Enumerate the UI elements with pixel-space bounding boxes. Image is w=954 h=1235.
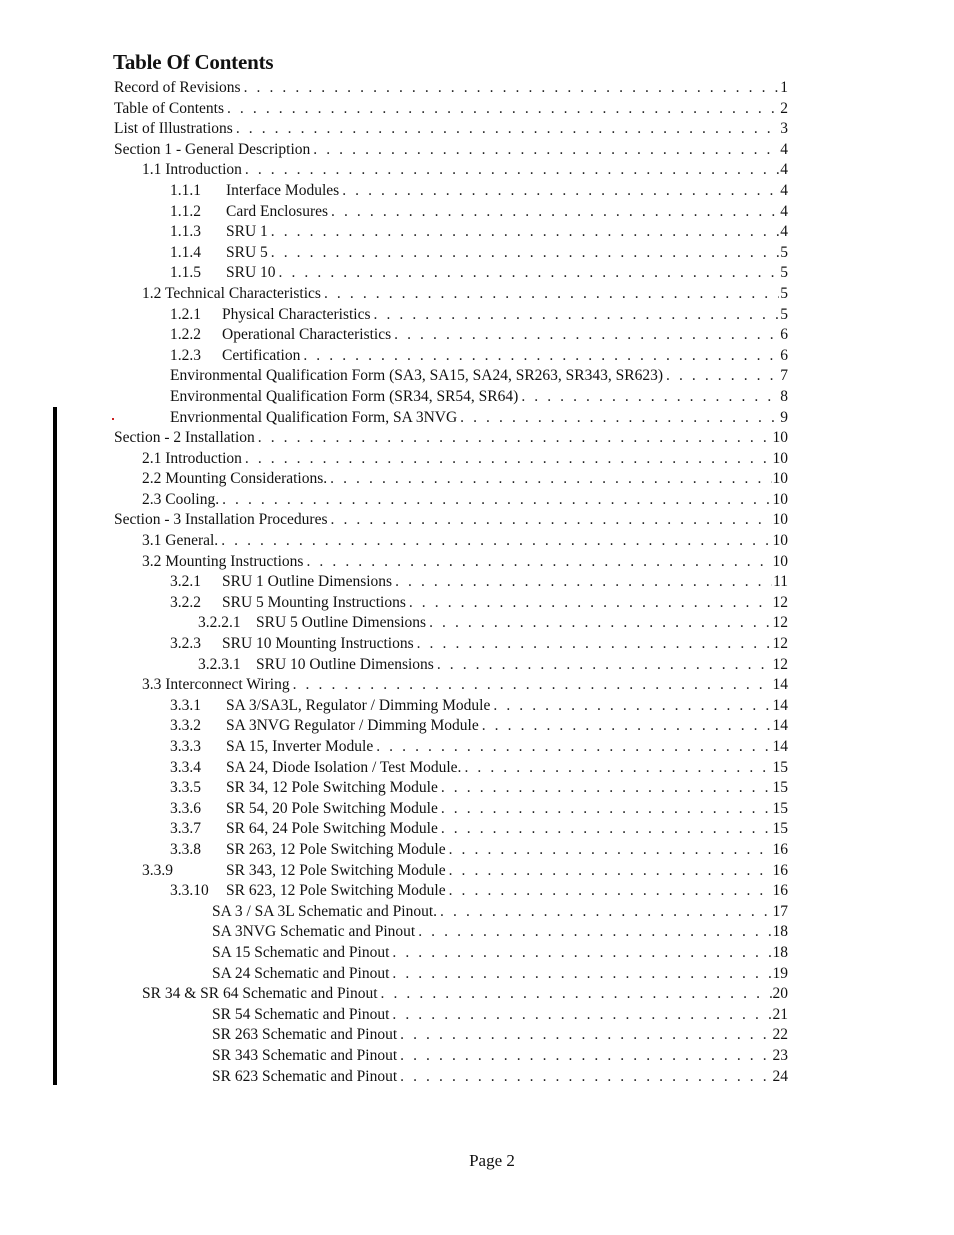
toc-entry-page: 14 xyxy=(772,675,789,696)
toc-entry-text: SR 54 Schematic and Pinout xyxy=(212,1005,390,1023)
toc-entry-text: SA 3NVG Regulator / Dimming Module xyxy=(226,717,479,735)
toc-entry[interactable] xyxy=(114,78,788,99)
toc-entry-number: 3.3.3 xyxy=(170,738,201,755)
toc-entry-text: Certification xyxy=(222,346,301,364)
toc-entry-number: 3.3.2 xyxy=(170,717,201,735)
toc-entry-label xyxy=(212,902,440,923)
toc-entry-text: Environmental Qualification Form (SA3, SA15, SA24, SR263, SR343, SR623) xyxy=(170,367,663,385)
toc-entry-label xyxy=(170,181,342,202)
toc-entry-text: Section - 2 Installation xyxy=(114,429,255,447)
dot-leader xyxy=(374,305,780,326)
toc-entry[interactable] xyxy=(114,408,788,429)
toc-entry-label xyxy=(170,346,303,367)
toc-entry-text: Operational Characteristics xyxy=(222,326,392,344)
toc-entry-text: SR 34 & SR 64 Schematic and Pinout xyxy=(142,985,378,1003)
dot-leader xyxy=(392,964,771,985)
toc-entry[interactable] xyxy=(114,902,788,923)
toc-entry-page: 5 xyxy=(779,305,788,326)
toc-entry-page: 7 xyxy=(779,366,788,387)
dot-leader xyxy=(313,140,779,161)
dot-leader xyxy=(418,922,771,943)
toc-entry-number: 1.2.2 xyxy=(170,326,201,344)
toc-entry-label xyxy=(142,284,324,305)
toc-entry-label xyxy=(170,325,394,346)
toc-entry-label xyxy=(170,593,409,614)
toc-entry-number: 3.3.5 xyxy=(170,779,201,797)
toc-entry-page: 5 xyxy=(779,263,788,284)
toc-entry-label xyxy=(170,799,441,820)
toc-entry-page: 10 xyxy=(772,428,789,449)
toc-entry-text: 3.1 General. xyxy=(142,532,219,550)
toc-entry-label xyxy=(170,243,271,264)
toc-entry[interactable] xyxy=(114,284,788,305)
toc-entry[interactable] xyxy=(114,758,788,779)
dot-leader xyxy=(227,99,779,120)
toc-entry-page: 3 xyxy=(779,119,788,140)
toc-entry-text: 3.2 Mounting Instructions xyxy=(142,552,304,570)
toc-entry[interactable] xyxy=(114,634,788,655)
dot-leader xyxy=(271,222,779,243)
toc-entry-text: 3.3 Interconnect Wiring xyxy=(142,676,290,694)
toc-entry-number: 1.1.3 xyxy=(170,223,201,241)
toc-entry-page: 2 xyxy=(779,99,788,120)
toc-entry[interactable] xyxy=(114,613,788,634)
toc-entry-text: 2.1 Introduction xyxy=(142,449,242,467)
page-number: Page 2 xyxy=(469,1151,515,1170)
toc-entry-page: 23 xyxy=(772,1046,789,1067)
dot-leader xyxy=(392,943,771,964)
toc-entry-page: 8 xyxy=(779,387,788,408)
toc-entry-page: 12 xyxy=(772,613,789,634)
toc-entry-label xyxy=(212,1046,400,1067)
toc-entry-label xyxy=(170,408,460,429)
toc-entry-label xyxy=(114,510,331,531)
toc-entry[interactable] xyxy=(114,984,788,1005)
toc-entry-number: 3.2.2 xyxy=(170,593,201,611)
toc-entry[interactable] xyxy=(114,469,788,490)
toc-entry-text: 1.2 Technical Characteristics xyxy=(142,284,321,302)
toc-entry-number: 3.2.3 xyxy=(170,635,201,653)
dot-leader xyxy=(331,510,772,531)
toc-entry-label xyxy=(170,716,482,737)
toc-entry[interactable] xyxy=(114,243,788,264)
toc-entry[interactable] xyxy=(114,778,788,799)
toc-entry-page: 12 xyxy=(772,634,789,655)
toc-entry-label xyxy=(212,1067,400,1088)
toc-entry[interactable] xyxy=(114,531,788,552)
toc-entry[interactable] xyxy=(114,552,788,573)
toc-entry-label xyxy=(142,861,449,882)
toc-entry[interactable] xyxy=(114,222,788,243)
dot-leader xyxy=(221,531,771,552)
toc-entry-text: SRU 1 xyxy=(226,223,268,241)
toc-entry-label xyxy=(142,984,381,1005)
toc-entry-label xyxy=(170,840,449,861)
toc-entry[interactable] xyxy=(114,799,788,820)
dot-leader xyxy=(400,1025,771,1046)
toc-entry-number: 3.3.8 xyxy=(170,840,201,858)
dot-leader xyxy=(271,243,779,264)
toc-entry[interactable] xyxy=(114,181,788,202)
toc-entry[interactable] xyxy=(114,325,788,346)
dot-leader xyxy=(376,737,771,758)
toc-entry[interactable] xyxy=(114,346,788,367)
toc-entry-label xyxy=(170,572,395,593)
toc-entry-text: SR 623, 12 Pole Switching Module xyxy=(226,882,446,900)
toc-entry-text: 2.2 Mounting Considerations. xyxy=(142,470,328,488)
toc-entry-text: Envrionmental Qualification Form, SA 3NVG xyxy=(170,408,458,426)
toc-entry-label xyxy=(114,78,244,99)
dot-leader xyxy=(279,263,780,284)
dot-leader xyxy=(441,778,772,799)
toc-entry-page: 4 xyxy=(779,202,788,223)
toc-entry[interactable] xyxy=(114,675,788,696)
toc-entry-page: 5 xyxy=(779,243,788,264)
toc-entry-label xyxy=(170,222,271,243)
toc-entry[interactable] xyxy=(114,881,788,902)
toc-entry-number: 3.3.1 xyxy=(170,696,201,714)
toc-entry-label xyxy=(170,387,521,408)
dot-leader xyxy=(324,284,779,305)
toc-entry-number: 1.1.1 xyxy=(170,181,201,199)
toc-entry-text: Physical Characteristics xyxy=(222,305,371,323)
toc-entry[interactable] xyxy=(114,119,788,140)
toc-entry-text: SA 24 Schematic and Pinout xyxy=(212,964,390,982)
toc-entry-text: SRU 1 Outline Dimensions xyxy=(222,573,393,591)
toc-entry-page: 6 xyxy=(779,325,788,346)
toc-entry-text: Section - 3 Installation Procedures xyxy=(114,511,328,529)
toc-entry[interactable] xyxy=(114,737,788,758)
toc-entry-page: 10 xyxy=(772,469,789,490)
toc-entry-label xyxy=(142,160,245,181)
dot-leader xyxy=(400,1067,771,1088)
toc-entry-page: 12 xyxy=(772,593,789,614)
toc-entry-number: 1.1.5 xyxy=(170,264,201,282)
toc-entry-text: SA 24, Diode Isolation / Test Module. xyxy=(226,758,462,776)
toc-entry-text: SA 3NVG Schematic and Pinout xyxy=(212,923,416,941)
dot-leader xyxy=(244,78,780,99)
toc-entry-text: SA 3/SA3L, Regulator / Dimming Module xyxy=(226,696,491,714)
page-title: Table Of Contents xyxy=(113,50,274,74)
dot-leader xyxy=(449,881,772,902)
toc-entry-label xyxy=(170,881,449,902)
dot-leader xyxy=(440,902,771,923)
toc-entry[interactable] xyxy=(114,696,788,717)
toc-entry-label xyxy=(142,552,306,573)
dot-leader xyxy=(441,799,772,820)
toc-entry-page: 14 xyxy=(772,696,789,717)
toc-entry-page: 4 xyxy=(779,140,788,161)
toc-entry[interactable] xyxy=(114,99,788,120)
toc-entry[interactable] xyxy=(114,490,788,511)
toc-entry-page: 18 xyxy=(772,943,789,964)
toc-entry-number: 3.2.3.1 xyxy=(198,655,241,673)
toc-entry-text: SR 343 Schematic and Pinout xyxy=(212,1046,398,1064)
toc-entry-label xyxy=(170,819,441,840)
toc-entry[interactable] xyxy=(114,510,788,531)
toc-entry-label xyxy=(170,758,464,779)
dot-leader xyxy=(303,346,779,367)
toc-entry-page: 15 xyxy=(772,778,789,799)
dot-leader xyxy=(394,325,779,346)
toc-list xyxy=(114,78,788,1087)
toc-entry-number: 1.1.4 xyxy=(170,243,201,261)
toc-entry-text: Section 1 - General Description xyxy=(114,140,311,158)
toc-entry-label xyxy=(170,778,441,799)
toc-entry-label xyxy=(198,613,429,634)
toc-entry-page: 14 xyxy=(772,716,789,737)
dot-leader xyxy=(482,716,772,737)
toc-entry-page: 15 xyxy=(772,819,789,840)
toc-entry[interactable] xyxy=(114,305,788,326)
dot-leader xyxy=(493,696,771,717)
toc-entry-text: SA 3 / SA 3L Schematic and Pinout. xyxy=(212,902,438,920)
toc-entry-label xyxy=(170,366,666,387)
toc-entry-page: 19 xyxy=(772,964,789,985)
toc-entry-text: SRU 5 xyxy=(226,243,268,261)
toc-entry-label xyxy=(212,1005,392,1026)
toc-entry[interactable] xyxy=(114,861,788,882)
toc-entry-page: 15 xyxy=(772,799,789,820)
toc-entry[interactable] xyxy=(114,922,788,943)
toc-entry-page: 6 xyxy=(779,346,788,367)
dot-leader xyxy=(429,613,771,634)
toc-entry-number: 3.3.6 xyxy=(170,799,201,817)
toc-entry-number: 3.3.4 xyxy=(170,758,201,776)
toc-entry-number: 3.2.2.1 xyxy=(198,614,241,632)
toc-entry-text: Table of Contents xyxy=(114,99,224,117)
toc-entry[interactable] xyxy=(114,593,788,614)
toc-entry-page: 21 xyxy=(772,1005,789,1026)
dot-leader xyxy=(464,758,771,779)
toc-entry[interactable] xyxy=(114,716,788,737)
toc-entry-label xyxy=(212,922,418,943)
toc-entry-text: Environmental Qualification Form (SR34, SR54, SR64) xyxy=(170,387,519,405)
dot-leader xyxy=(441,819,772,840)
toc-entry-label xyxy=(170,634,417,655)
toc-entry[interactable] xyxy=(114,819,788,840)
toc-entry-page: 10 xyxy=(772,510,789,531)
dot-leader xyxy=(245,449,772,470)
toc-entry-label xyxy=(142,469,330,490)
dot-leader xyxy=(400,1046,771,1067)
toc-entry-label xyxy=(212,964,392,985)
toc-entry-text: 2.3 Cooling. xyxy=(142,490,220,508)
toc-entry-text: SRU 10 Mounting Instructions xyxy=(222,635,414,653)
dot-leader xyxy=(330,469,771,490)
toc-entry-page: 16 xyxy=(772,840,789,861)
toc-entry[interactable] xyxy=(114,840,788,861)
toc-entry-text: Card Enclosures xyxy=(226,202,329,220)
toc-entry-text: SR 263 Schematic and Pinout xyxy=(212,1026,398,1044)
toc-entry[interactable] xyxy=(114,160,788,181)
dot-leader xyxy=(258,428,772,449)
toc-entry-text: Interface Modules xyxy=(226,181,340,199)
toc-entry-page: 22 xyxy=(772,1025,789,1046)
dot-leader xyxy=(666,366,779,387)
toc-entry-number: 1.2.3 xyxy=(170,346,201,364)
toc-entry-text: SA 15, Inverter Module xyxy=(226,738,374,755)
toc-entry-page: 5 xyxy=(779,284,788,305)
toc-entry-number: 1.2.1 xyxy=(170,305,201,323)
dot-leader xyxy=(449,861,772,882)
revision-change-bar xyxy=(53,407,57,1085)
toc-entry-label xyxy=(114,140,313,161)
toc-entry-page: 18 xyxy=(772,922,789,943)
toc-entry[interactable] xyxy=(114,964,788,985)
toc-entry-page: 10 xyxy=(772,531,789,552)
toc-entry[interactable] xyxy=(114,428,788,449)
toc-entry[interactable] xyxy=(114,387,788,408)
toc-entry[interactable] xyxy=(114,1005,788,1026)
toc-entry-text: SRU 5 Outline Dimensions xyxy=(256,614,427,632)
toc-entry-page: 15 xyxy=(772,758,789,779)
dot-leader xyxy=(245,160,779,181)
dot-leader xyxy=(437,655,772,676)
toc-entry-page: 14 xyxy=(772,737,789,758)
dot-leader xyxy=(342,181,779,202)
dot-leader xyxy=(521,387,779,408)
toc-entry-page: 12 xyxy=(772,655,789,676)
toc-entry[interactable] xyxy=(114,1025,788,1046)
toc-entry-page: 24 xyxy=(772,1067,789,1088)
toc-entry-text: SRU 10 xyxy=(226,264,276,282)
toc-entry-label xyxy=(170,737,376,758)
toc-entry-page: 4 xyxy=(779,181,788,202)
toc-entry-page: 10 xyxy=(772,552,789,573)
toc-entry-text: 1.1 Introduction xyxy=(142,161,242,179)
toc-entry-page: 4 xyxy=(779,222,788,243)
toc-entry-number: 1.1.2 xyxy=(170,202,201,220)
toc-entry-text: SR 263, 12 Pole Switching Module xyxy=(226,840,446,858)
toc-entry-label xyxy=(198,655,437,676)
toc-entry-text: SR 34, 12 Pole Switching Module xyxy=(226,779,438,797)
toc-entry[interactable] xyxy=(114,1067,788,1088)
dot-leader xyxy=(381,984,772,1005)
toc-entry[interactable] xyxy=(114,655,788,676)
dot-leader xyxy=(306,552,771,573)
dot-leader xyxy=(236,119,779,140)
toc-entry-text: Record of Revisions xyxy=(114,79,241,96)
toc-entry-text: SR 54, 20 Pole Switching Module xyxy=(226,799,438,817)
toc-entry-label xyxy=(170,202,331,223)
toc-entry[interactable] xyxy=(114,202,788,223)
dot-leader xyxy=(293,675,772,696)
toc-entry-label xyxy=(114,99,227,120)
toc-entry-text: SR 623 Schematic and Pinout xyxy=(212,1067,398,1085)
toc-entry-label xyxy=(142,675,293,696)
toc-entry-label xyxy=(114,119,236,140)
toc-entry-label xyxy=(170,696,493,717)
toc-entry-label xyxy=(114,428,258,449)
toc-entry-page: 16 xyxy=(772,861,789,882)
toc-entry-label xyxy=(170,305,374,326)
toc-entry-label xyxy=(142,449,245,470)
dot-leader xyxy=(409,593,772,614)
toc-entry-number: 3.3.7 xyxy=(170,820,201,838)
toc-entry-page: 11 xyxy=(772,572,788,593)
toc-entry-text: SR 343, 12 Pole Switching Module xyxy=(226,861,446,879)
toc-entry-page: 20 xyxy=(772,984,789,1005)
toc-entry-page: 10 xyxy=(772,449,789,470)
dot-leader xyxy=(222,490,771,511)
toc-entry-text: SR 64, 24 Pole Switching Module xyxy=(226,820,438,838)
toc-entry[interactable] xyxy=(114,1046,788,1067)
toc-entry[interactable] xyxy=(114,943,788,964)
toc-entry-page: 10 xyxy=(772,490,789,511)
toc-entry-number: 3.3.10 xyxy=(170,882,209,900)
toc-entry-text: SA 15 Schematic and Pinout xyxy=(212,943,390,961)
toc-entry-page: 4 xyxy=(779,160,788,181)
dot-leader xyxy=(460,408,779,429)
toc-entry-label xyxy=(170,263,279,284)
toc-entry-label xyxy=(212,1025,400,1046)
toc-entry-number: 3.3.9 xyxy=(142,861,173,879)
toc-entry[interactable] xyxy=(114,140,788,161)
toc-entry-page: 9 xyxy=(779,408,788,429)
toc-entry-label xyxy=(212,943,392,964)
toc-entry[interactable] xyxy=(114,263,788,284)
toc-entry-text: List of Illustrations xyxy=(114,120,233,138)
toc-entry-label xyxy=(142,490,222,511)
dot-leader xyxy=(395,572,772,593)
toc-entry-number: 3.2.1 xyxy=(170,573,201,591)
toc-entry[interactable] xyxy=(114,449,788,470)
toc-entry[interactable] xyxy=(114,366,788,387)
toc-entry-label xyxy=(142,531,221,552)
toc-entry[interactable] xyxy=(114,572,788,593)
toc-entry-page: 16 xyxy=(772,881,789,902)
dot-leader xyxy=(392,1005,771,1026)
dot-leader xyxy=(331,202,779,223)
toc-entry-page: 17 xyxy=(772,902,789,923)
dot-leader xyxy=(449,840,772,861)
toc-entry-text: SRU 10 Outline Dimensions xyxy=(256,655,434,673)
toc-entry-page: 1 xyxy=(779,78,788,99)
toc-entry-text: SRU 5 Mounting Instructions xyxy=(222,593,406,611)
dot-leader xyxy=(417,634,772,655)
